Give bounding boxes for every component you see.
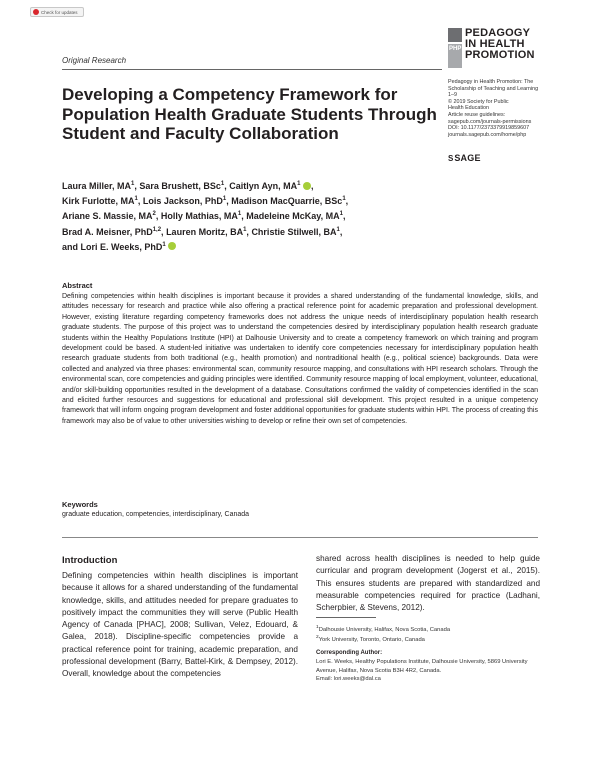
author: Christie Stilwell, BA xyxy=(251,226,337,237)
abstract-heading: Abstract xyxy=(62,281,93,290)
abstract-text: Defining competencies within health disciplines is important because it provides a shared understanding of the fundamental knowledge, skills, and attitudes necessary for research and practice while also offering a practical reference point for academic preparation and professional development. However, existing literature regarding competency frameworks does not address the unique needs of interdisciplinary population health research graduate students. The purpose of this project was to understand the competencies desired by interdisciplinary population health research graduate students within the Healthy Populations Institute (HPI) at Dalhousie University and to create a competency framework on which training and program development could be based. A student-led initiative was undertaken to identify core competencies necessary for interdisciplinary population health research graduate students from both traditional (e.g., health promotion) and nontraditional health (e.g., political science) backgrounds. Data were collected and analyzed via three phases: environmental scan, community resource mapping, and consultations with HPI research scholars. Through the environmental scan, core competencies and guiding principles were identified. Community resource mapping of local employment, volunteer, educational, and/or skill-building opportunities resulted in the development of a database. Consultations confirmed the validity of competencies identified in the scan and elicited further resources and suggestions for educational and professional skill development. This project resulted in a unique competency framework that will inform ongoing program development and foster additional opportunities for graduate students within HPI. The process of creating this framework may also be of value to other universities wishing to develop or refine their own set of competencies. xyxy=(62,293,538,425)
author: Sara Brushett, BSc xyxy=(139,181,221,191)
author: Kirk Furlotte, MA xyxy=(62,196,135,207)
section-divider xyxy=(62,537,538,538)
author: Lauren Moritz, BA xyxy=(166,226,244,237)
introduction-text-left: Defining competencies within health disciplines is important because it allows for a shared understanding of the fundamental knowledge, skills, and attitudes needed for prepare graduates to positively impact the communities they will serve (Public Health Agency of Canada [PHAC], 2008; Sullivan, Velez, Edouard, & Galea, 2018). Discipline-specific competencies provide a practical reference point for training, academic preparation, and professional development (Barry, Battel-Kirk, & Dempsey, 2012). Overall, knowledge about the competencies xyxy=(62,571,298,679)
author: Lois Jackson, PhD xyxy=(142,196,223,207)
journal-name-line: Pedagogy in Health Promotion: The xyxy=(448,79,534,85)
affiliation: $^2$York University, Toronto, Ontario, Canada xyxy=(316,635,425,644)
keywords-heading: Keywords xyxy=(62,500,98,509)
journal-home-link[interactable]: journals.sagepub.com/home/php xyxy=(448,131,527,138)
check-for-updates-label: Check for updates xyxy=(41,9,78,15)
journal-logo xyxy=(448,28,535,68)
author: Caitlyn Ayn, MA xyxy=(229,181,298,191)
author: Madeleine McKay, MA xyxy=(246,211,340,222)
corresponding-author-heading: Corresponding Author: xyxy=(316,650,383,656)
copyright-line: © 2019 Society for Public xyxy=(448,98,509,105)
doi-link[interactable]: DOI: 10.1177/2373379919859607 xyxy=(448,125,530,132)
page-range: 1–9 xyxy=(448,92,457,99)
publisher-logo xyxy=(448,153,481,163)
journal-name-line: Scholarship of Teaching and Learning xyxy=(448,85,539,92)
header-divider xyxy=(62,69,442,70)
corresponding-author-address: Lori E. Weeks, Healthy Populations Institute, Dalhousie University, 5869 University Avenue, Halifax, Nova Scotia B3H 4R2, Canada. xyxy=(316,659,528,674)
keywords-text: graduate education, competencies, interdisciplinary, Canada xyxy=(62,511,250,518)
author: and Lori E. Weeks, PhD xyxy=(62,241,163,252)
crossmark-icon xyxy=(33,9,39,15)
journal-logo-block-text: PHP xyxy=(449,46,462,52)
corresponding-author xyxy=(316,658,540,684)
journal-logo-text: PEDAGOGY IN HEALTH PROMOTION xyxy=(465,27,535,61)
author: Laura Miller, MA xyxy=(62,181,132,191)
footnote-divider xyxy=(316,617,376,618)
orcid-icon[interactable] xyxy=(168,242,176,250)
orcid-icon[interactable] xyxy=(303,182,311,190)
introduction-heading: Introduction xyxy=(62,555,118,566)
article-type: Original Research xyxy=(62,56,127,65)
journal-logo-mark xyxy=(448,28,462,68)
publisher-name: SAGE xyxy=(454,153,481,163)
copyright-line: Health Education xyxy=(448,105,490,112)
sage-icon: S xyxy=(448,153,454,163)
author: Ariane S. Massie, MA xyxy=(62,211,153,222)
author-list: Laura Miller, $MA^1$, Sara Brushett, BSc$^1$, Caitlyn Ayn, $MA^1$ , Kirk Furlotte, $MA^1$, Lois Jackson, PhD$^1$, Madison MacQuarrie, BSc$^1$, Ariane S. Massie, $MA^2$, Holly Mathias, $MA^1$, Madeleine McKay, $MA^1$, Brad A. Meisner, PhD$^{1,2}$, Lauren Moritz, $BA^1$, Christie Stilwell, $BA^1$, and Lori E. Weeks, PhD$^1$ xyxy=(62,181,349,252)
reuse-label: Article reuse guidelines: xyxy=(448,111,506,118)
introduction-text-right: shared across health disciplines is needed to help guide curricular and program development (Jogerst et al., 2015). This ensures students are prepared with standardized and measurable competencies required for practice (Ladhani, Scherpbier, & Stevens, 2012). xyxy=(316,554,540,613)
journal-info xyxy=(448,79,598,138)
check-for-updates-badge[interactable] xyxy=(30,7,84,17)
author: Holly Mathias, MA xyxy=(160,211,238,222)
affiliations xyxy=(316,624,540,645)
article-title: Developing a Competency Framework for Population Health Graduate Students Through Student and Faculty Collaboration xyxy=(62,85,437,143)
permissions-link[interactable]: sagepub.com/journals-permissions xyxy=(448,118,532,125)
author: Madison MacQuarrie, BSc xyxy=(231,196,343,207)
affiliation: $^1$Dalhousie University, Halifax, Nova Scotia, Canada xyxy=(316,625,451,633)
author: Brad A. Meisner, PhD xyxy=(62,226,153,237)
corresponding-author-email[interactable]: Email: lori.weeks@dal.ca xyxy=(316,676,381,683)
